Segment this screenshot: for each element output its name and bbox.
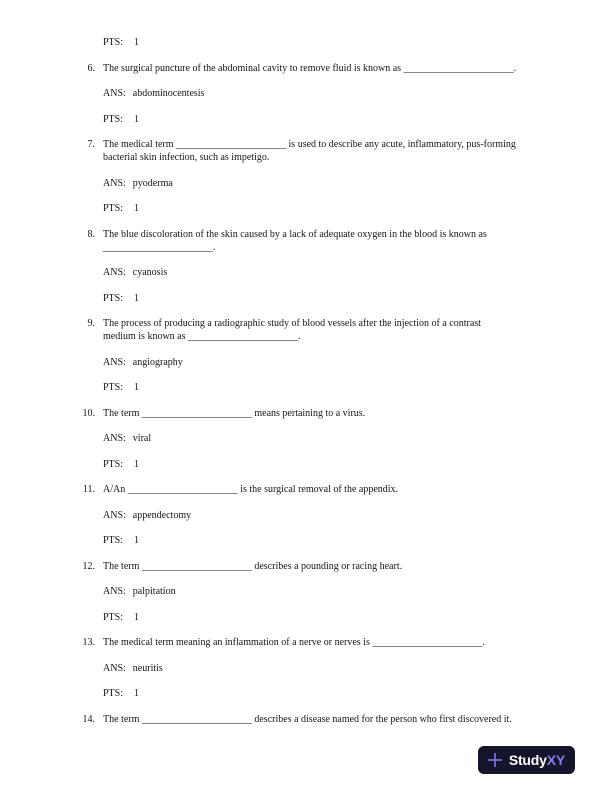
pts-row xyxy=(103,458,612,471)
pts-label: PTS: xyxy=(103,611,124,623)
pts-row xyxy=(103,36,612,49)
question-number: 12. xyxy=(82,560,95,572)
question-line: The surgical puncture of the abdominal cavity to remove fluid is known as ______________________. xyxy=(103,62,517,74)
pts-label: PTS: xyxy=(103,292,124,304)
pts-label: PTS: xyxy=(103,688,124,699)
ans-label: ANS: xyxy=(103,88,126,99)
question-line: bacterial skin infection, such as impetigo. xyxy=(103,152,270,163)
answer-row xyxy=(103,662,612,675)
plus-icon xyxy=(487,752,503,768)
question-item-14 xyxy=(0,713,612,726)
pts-row xyxy=(103,687,612,700)
question-line: The process of producing a radiographic study of blood vessels after the injection of a contrast xyxy=(103,318,481,329)
question-item-13 xyxy=(0,636,612,700)
answer-row xyxy=(103,177,612,190)
question-item-6 xyxy=(0,62,612,126)
question-item-10 xyxy=(0,407,612,471)
pts-row xyxy=(103,381,612,394)
ans-value: angiography xyxy=(132,356,183,368)
ans-label: ANS: xyxy=(103,586,126,597)
pts-value: 1 xyxy=(134,292,140,304)
pts-label: PTS: xyxy=(103,382,124,393)
pts-label: PTS: xyxy=(103,113,124,125)
pts-value: 1 xyxy=(134,611,140,623)
question-item-11 xyxy=(0,483,612,547)
pts-row xyxy=(103,202,612,215)
question-line: The medical term ______________________ is used to describe any acute, inflammatory, pus-forming xyxy=(103,139,516,150)
answer-row xyxy=(103,266,612,279)
question-line: ______________________. xyxy=(103,241,216,253)
ans-value: appendectomy xyxy=(132,509,192,521)
question-line: The term ______________________ describes a pounding or racing heart. xyxy=(103,560,403,572)
ans-value: neuritis xyxy=(132,662,163,674)
question-text xyxy=(103,138,516,164)
ans-value: pyoderma xyxy=(132,177,173,189)
ans-label: ANS: xyxy=(103,433,126,444)
question-item-12 xyxy=(0,560,612,624)
question-number: 10. xyxy=(82,407,95,419)
answer-row xyxy=(103,356,612,369)
question-number: 6. xyxy=(87,62,95,74)
pts-row xyxy=(103,113,612,126)
ans-label: ANS: xyxy=(103,267,126,278)
question-line: The blue discoloration of the skin caused by a lack of adequate oxygen in the blood is known as xyxy=(103,228,487,240)
pts-value: 1 xyxy=(134,688,140,699)
answer-row xyxy=(103,509,612,522)
pts-label: PTS: xyxy=(103,535,124,546)
question-text xyxy=(103,228,487,254)
question-text xyxy=(103,317,481,343)
question-number: 9. xyxy=(87,318,95,329)
pts-value: 1 xyxy=(134,37,140,48)
pts-row xyxy=(103,534,612,547)
answer-row xyxy=(103,432,612,445)
studyxy-logo[interactable] xyxy=(478,746,575,774)
pts-row xyxy=(103,292,612,305)
question-number: 7. xyxy=(87,139,95,150)
question-line: The medical term meaning an inflammation of a nerve or nerves is ______________________. xyxy=(103,637,485,648)
question-line: The term ______________________ means pertaining to a virus. xyxy=(103,407,366,419)
pts-label: PTS: xyxy=(103,458,124,470)
question-text xyxy=(103,483,398,496)
pts-label: PTS: xyxy=(103,203,124,214)
question-text xyxy=(103,636,485,649)
question-number: 13. xyxy=(82,637,95,648)
question-item-9 xyxy=(0,317,612,394)
question-text xyxy=(103,560,402,573)
ans-value: abdominocentesis xyxy=(132,88,205,99)
pts-value: 1 xyxy=(134,458,140,470)
ans-label: ANS: xyxy=(103,356,126,368)
answer-row xyxy=(103,585,612,598)
question-text xyxy=(103,62,516,75)
question-number: 8. xyxy=(87,228,95,240)
question-item-8 xyxy=(0,228,612,305)
answer-row xyxy=(103,87,612,100)
ans-label: ANS: xyxy=(103,509,126,521)
ans-label: ANS: xyxy=(103,662,126,674)
question-item-7 xyxy=(0,138,612,215)
logo-study-text: Study xyxy=(508,752,547,768)
ans-value: viral xyxy=(132,433,152,444)
pts-value: 1 xyxy=(134,382,140,393)
pts-value: 1 xyxy=(134,203,140,214)
pts-value: 1 xyxy=(134,113,140,125)
logo-xy-text: XY xyxy=(546,752,565,768)
pts-value: 1 xyxy=(134,535,140,546)
pts-label: PTS: xyxy=(103,37,124,48)
question-number: 11. xyxy=(82,484,95,495)
ans-value: palpitation xyxy=(132,586,176,597)
question-line: medium is known as ______________________. xyxy=(103,331,301,342)
pts-row xyxy=(103,611,612,624)
question-line: The term ______________________ describes a disease named for the person who first discovered it. xyxy=(103,713,512,725)
question-line: A/An ______________________ is the surgical removal of the appendix. xyxy=(103,484,399,495)
logo-wordmark xyxy=(509,753,565,767)
question-text xyxy=(103,407,365,420)
question-number: 14. xyxy=(82,713,95,725)
question-text xyxy=(103,713,512,726)
ans-label: ANS: xyxy=(103,177,126,189)
ans-value: cyanosis xyxy=(132,267,168,278)
